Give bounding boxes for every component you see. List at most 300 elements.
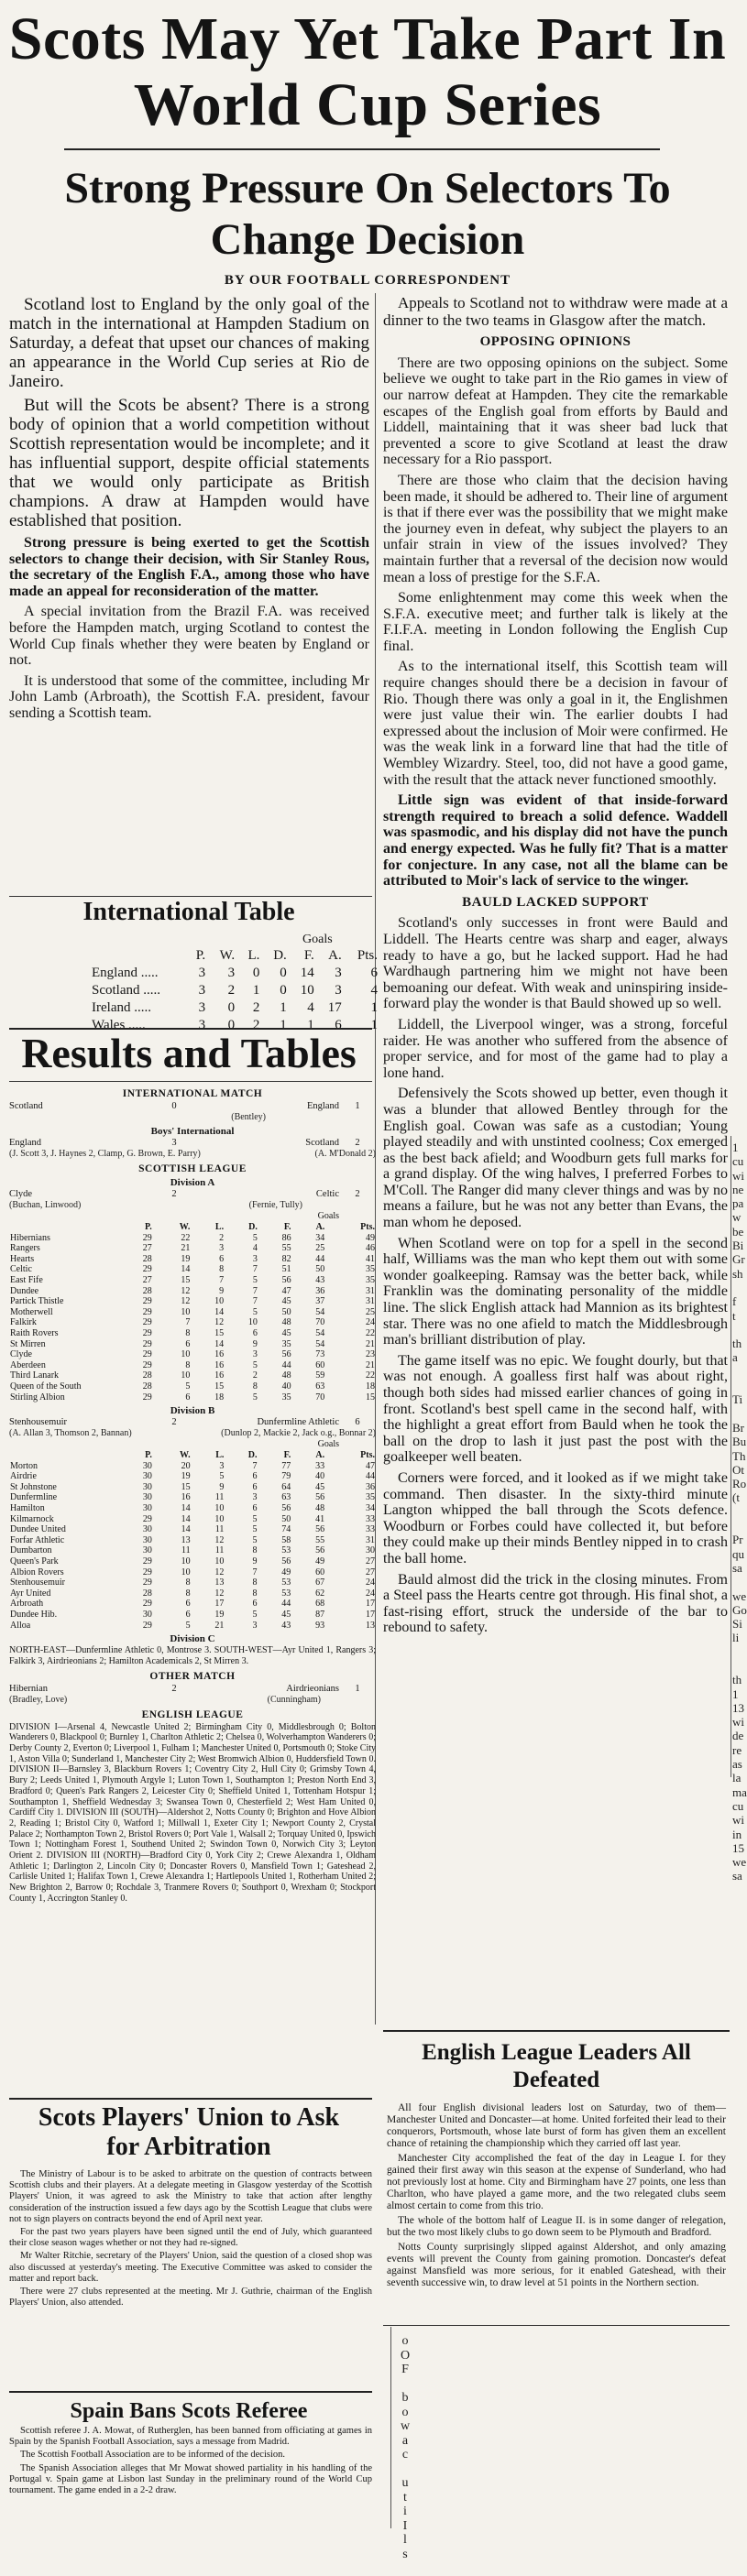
edge-text-fragment: Ot xyxy=(732,1462,744,1477)
table-cell: 3 xyxy=(252,1349,258,1360)
section-rule xyxy=(383,2325,730,2326)
table-cell: 16 xyxy=(214,1349,225,1360)
scorers: (A. M'Donald 2) xyxy=(314,1149,376,1159)
adjacent-column-fragment xyxy=(732,1141,745,1901)
scorers: (J. Scott 3, J. Haynes 2, Clamp, G. Brown, E. Parry) xyxy=(9,1149,201,1159)
table-cell: 0 xyxy=(227,1018,236,1032)
table-cell: 29 xyxy=(142,1513,152,1524)
right-article-column xyxy=(383,295,728,2025)
edge-text-fragment xyxy=(732,1365,745,1379)
margin-text-fragment: O xyxy=(400,2348,411,2363)
subheadline-line-2: Change Decision xyxy=(210,215,525,264)
table-cell: 62 xyxy=(315,1588,325,1599)
table-header-cell: W. xyxy=(219,948,236,963)
subhead-bauld-lacked-support: BAULD LACKED SUPPORT xyxy=(462,894,649,910)
article-paragraph: There were 27 clubs represented at the meeting. Mr J. Guthrie, chairman of the English Players' Union, also attended. xyxy=(9,2287,372,2309)
margin-text-fragment: u xyxy=(401,2476,409,2490)
article-paragraph: All four English divisional leaders lost on Saturday, two of them—Manchester United and Doncaster—at home. United forfeited their lead to their conquerors, Portsmouth, whose late burst of form has given them an excellent chance of retaining the championship which they carried off last year. xyxy=(387,2102,726,2149)
away-team: England xyxy=(307,1101,339,1111)
article-paragraph: Defensively the Scots showed up better, even though it was a blunder that allowed Bentley through for the English goal. Cowan was safe as a custodian; Young played steadily and with unstinted coolness; Cox emerged as the best back afield; and Woodburn gets full marks for a grand display. Of the wing halves, I preferred Forbes to M'Coll. The Ranger did many clever things and was by no means a failure, but he was not any better than Evans, the man whom he deposed. xyxy=(383,1086,728,1231)
table-cell: 87 xyxy=(315,1610,325,1620)
table-row xyxy=(9,1254,376,1265)
home-team: Clyde xyxy=(9,1189,33,1199)
table-header-cell xyxy=(88,947,187,965)
table-cell: 5 xyxy=(252,1610,258,1620)
table-cell: 50 xyxy=(315,1264,325,1275)
table-cell: 20 xyxy=(181,1460,191,1471)
edge-text-fragment: (t xyxy=(732,1490,740,1505)
table-cell: 5 xyxy=(252,1513,258,1524)
article-paragraph: There are those who claim that the decision having been made, it should be adhered to. Their line of argument is that if there ever was the possibility that we might make the journey even in defeat, why subject the players to an unfair strain in view of the issues involved? They maintain further that a reversal of the decision now would mean a loss of prestige for the S.F.A. xyxy=(383,472,728,585)
edge-text-fragment: de xyxy=(732,1729,744,1743)
table-cell: Hamilton xyxy=(10,1503,45,1514)
edge-text-fragment: Gr xyxy=(732,1252,745,1267)
edge-text-fragment: be xyxy=(732,1224,744,1239)
table-cell: 9 xyxy=(219,1481,225,1492)
table-cell: 19 xyxy=(214,1610,225,1620)
table-cell: East Fife xyxy=(10,1274,43,1285)
table-cell: 27 xyxy=(366,1566,375,1577)
table-cell: 13 xyxy=(366,1620,375,1631)
table-cell: 10 xyxy=(214,1513,225,1524)
table-cell: 44 xyxy=(281,1599,291,1610)
table-row xyxy=(9,1514,376,1525)
edge-text-fragment: th xyxy=(732,1337,742,1351)
table-row xyxy=(9,1286,376,1297)
table-cell: 6 xyxy=(370,966,378,980)
margin-text-fragment xyxy=(394,2561,416,2576)
table-row xyxy=(9,1610,376,1621)
table-cell: Forfar Athletic xyxy=(10,1534,65,1545)
table-cell: 77 xyxy=(281,1460,291,1471)
table-cell: 34 xyxy=(315,1232,325,1243)
table-cell: Airdrie xyxy=(10,1471,37,1482)
table-cell: 23 xyxy=(366,1349,375,1360)
table-cell: 7 xyxy=(252,1296,258,1307)
table-row xyxy=(9,1492,376,1503)
table-cell: 60 xyxy=(315,1566,325,1577)
edge-text-fragment: in xyxy=(732,1827,742,1841)
table-cell: 40 xyxy=(281,1381,291,1392)
table-cell: 45 xyxy=(281,1610,291,1620)
table-header-cell xyxy=(9,1450,119,1461)
table-cell: 10 xyxy=(181,1566,191,1577)
edge-text-fragment: Ti xyxy=(732,1392,743,1407)
edge-text-fragment xyxy=(732,1379,745,1392)
table-cell: 63 xyxy=(281,1492,291,1503)
away-score: 6 xyxy=(355,1417,360,1428)
table-cell: 47 xyxy=(366,1460,375,1471)
scottish-league-head: SCOTTISH LEAGUE xyxy=(138,1163,247,1174)
table-cell: 12 xyxy=(181,1285,191,1296)
table-cell: Queen's Park xyxy=(10,1556,59,1567)
table-row xyxy=(9,1621,376,1632)
table-cell: 21 xyxy=(214,1620,225,1631)
table-cell: 11 xyxy=(214,1545,225,1556)
table-cell: 34 xyxy=(366,1503,375,1514)
table-cell: 31 xyxy=(366,1534,375,1545)
table-cell: 93 xyxy=(315,1620,325,1631)
article-paragraph: Appeals to Scotland not to withdraw were made at a dinner to the two teams in Glasgow after the match. xyxy=(383,294,728,329)
article-paragraph: Corners were forced, and it looked as if we might take command. Then disaster. In the sixty-third minute Langton whipped the ball through the Scots defence. Woodburn or Forbes could have collected it, but before they could make up their minds Bentley nipped in to crash the ball home. xyxy=(383,1469,728,1566)
table-cell: 29 xyxy=(142,1599,152,1610)
english-league-results: DIVISION I—Arsenal 4, Newcastle United 2; Birmingham City 0, Middlesbrough 0; Bolton Wanderers 0, Blackpool 0; Burnley 1, Charlton Athletic 2; Chelsea 0, Wolverhampton Wanderers 0; Derby County 2, Everton 0; Liverpool 1, Fulham 1; Manchester United 0, Portsmouth 0; Stoke City 1, Aston Villa 0; Sunderland 1, Manchester City 2; West Bromwich Albion 0, Huddersfield Town 0. DIVISION II—Barnsley 3, Blackburn Rovers 1; Coventry City 2, Hull City 0; Grimsby Town 4, Bury 2; Leeds United 1, Plymouth Argyle 1; Luton Town 1, Southampton 1; Preston North End 3, Bradford 0; Queen's Park Rangers 2, Leicester City 0; Sheffield United 1, Tottenham Hotspur 1; Southampton 1, Sheffield Wednesday 3; Swansea Town 0, Chesterfield 2; West Ham United 0, Cardiff City 1. DIVISION III (SOUTH)—Aldershot 2, Notts County 0; Brighton and Hove Albion 2, Reading 1; Bristol City 0, Watford 1; Millwall 1, Exeter City 1; Newport County 2, Crystal Palace 2; Northampton Town 2, Bristol Rovers 0; Port Vale 1, Walsall 2; Torquay United 0, Ipswich Town 1; Nottingham Forest 1, Southend United 2; Swindon Town 0, Norwich City 3; Leyton Orient 2. DIVISION III (NORTH)—Bradford City 0, York City 2; Crewe Alexandra 1, Oldham Athletic 1; Darlington 2, Lincoln City 0; Doncaster Rovers 0, Mansfield Town 1; Gateshead 2, Carlisle United 1; Halifax Town 1, Crewe Alexandra 1; Hartlepools United 1, Rotherham United 2; New Brighton 2, Barrow 0; Rochdale 3, Tranmere Rovers 0; Southport 0, Wrexham 0; Stockport County 1, Accrington Stanley 0. xyxy=(9,1721,376,1904)
table-cell: Dumbarton xyxy=(10,1545,52,1556)
article-paragraph: Scottish referee J. A. Mowat, of Rutherglen, has been banned from officiating at games in Spain by the Spanish Football Association, says a message from Madrid. xyxy=(9,2426,372,2448)
table-cell: 29 xyxy=(142,1556,152,1567)
home-score: 2 xyxy=(171,1189,177,1199)
article-paragraph: The Spanish Association alleges that Mr Mowat showed partiality in his handling of the Portugal v. Spain game at Lisbon last Sunday in the preliminary round of the World Cup tournament. The game ended in a 2-2 draw. xyxy=(9,2462,372,2496)
home-score: 2 xyxy=(171,1683,177,1694)
table-cell: 43 xyxy=(315,1274,325,1285)
table-cell: 3 xyxy=(198,1018,206,1032)
table-cell: 28 xyxy=(142,1588,152,1599)
goals-label: Goals xyxy=(317,1439,339,1450)
table-cell: 56 xyxy=(281,1274,291,1285)
edge-text-fragment: wi xyxy=(732,1813,744,1828)
table-row xyxy=(9,1535,376,1546)
headline-line-2: World Cup Series xyxy=(133,71,602,138)
table-cell: 30 xyxy=(142,1481,152,1492)
table-cell: 50 xyxy=(281,1513,291,1524)
table-header-cell: D. xyxy=(248,1222,258,1232)
division-a-head: Division A xyxy=(170,1177,215,1188)
table-cell: Scotland ..... xyxy=(92,983,160,998)
table-cell: 9 xyxy=(252,1338,258,1349)
table-cell: Rangers xyxy=(10,1243,40,1254)
table-cell: 44 xyxy=(366,1471,375,1482)
table-header-row xyxy=(88,947,381,965)
edge-text-fragment: re xyxy=(732,1742,742,1757)
table-cell: 28 xyxy=(142,1381,152,1392)
table-cell: 29 xyxy=(142,1232,152,1243)
scorers-row xyxy=(9,1200,376,1211)
table-cell: 7 xyxy=(252,1566,258,1577)
table-cell: Third Lanark xyxy=(10,1370,60,1381)
margin-text-fragment xyxy=(394,2377,416,2392)
table-row xyxy=(9,1392,376,1403)
table-cell: 6 xyxy=(252,1327,258,1338)
table-cell: 29 xyxy=(142,1296,152,1307)
table-cell: Dundee United xyxy=(10,1524,66,1535)
table-cell: 45 xyxy=(281,1327,291,1338)
table-cell: 22 xyxy=(181,1232,191,1243)
scorers: (Fernie, Tully) xyxy=(248,1200,302,1210)
article-paragraph: The Scottish Football Association are to be informed of the decision. xyxy=(20,2450,285,2461)
table-cell: 12 xyxy=(214,1588,225,1599)
edge-text-fragment: 1 xyxy=(732,1686,739,1701)
table-cell: 7 xyxy=(185,1317,191,1328)
table-cell: 13 xyxy=(214,1577,225,1588)
article-paragraph: Scotland's only successes in front were Bauld and Liddell. The Hearts centre was sharp and eager, always ready to have a go, but he lacked support. Had he had Wardhaugh partnering him we might not have been bemoaning our defeat. With weak and uninspiring inside-forward play the wonder is that Bauld showed up so well. xyxy=(383,915,728,1012)
article-paragraph: There are two opposing opinions on the subject. Some believe we ought to take part in the Rio games in view of our narrow defeat at Hampden. They cite the remarkable escapes of the English goal from efforts by Bauld and Liddell, maintaining that it was sheer bad luck that prevented a score to give Scotland at least the draw necessary for a Rio passport. xyxy=(383,355,728,468)
table-cell: 2 xyxy=(252,1370,258,1381)
table-cell: 56 xyxy=(281,1503,291,1514)
table-cell: 30 xyxy=(142,1471,152,1482)
article-paragraph: Scotland lost to England by the only goal of the match in the international at Hampden Stadium on Saturday, a defeat that upset our chances of making an appearance in the World Cup series at Rio de Janeiro. xyxy=(9,295,369,391)
table-cell: 37 xyxy=(315,1296,325,1307)
table-cell: 55 xyxy=(281,1243,291,1254)
margin-text-fragment: i xyxy=(403,2505,407,2518)
other-match-head: OTHER MATCH xyxy=(149,1670,236,1682)
table-cell: 11 xyxy=(181,1545,191,1556)
margin-text-fragment: I xyxy=(402,2518,408,2533)
table-cell: Clyde xyxy=(10,1349,32,1360)
table-cell: 56 xyxy=(315,1492,325,1503)
table-cell: 27 xyxy=(142,1274,152,1285)
away-team: Celtic xyxy=(315,1189,339,1199)
table-cell: 17 xyxy=(214,1599,225,1610)
table-cell: 5 xyxy=(252,1524,258,1535)
edge-text-fragment: as xyxy=(732,1757,742,1772)
table-cell: 7 xyxy=(219,1274,225,1285)
table-cell: 5 xyxy=(252,1232,258,1243)
table-cell: 17 xyxy=(366,1599,375,1610)
table-cell: 1 xyxy=(370,1000,378,1015)
table-cell: 29 xyxy=(142,1349,152,1360)
edge-text-fragment: ma xyxy=(732,1785,747,1799)
table-cell: 6 xyxy=(335,1018,342,1032)
table-cell: 55 xyxy=(315,1534,325,1545)
table-header-cell: P. xyxy=(195,948,206,963)
table-cell: 2 xyxy=(219,1232,225,1243)
article-paragraph: But will the Scots be absent? There is a strong body of opinion that a world competition without Scottish representation would be incomplete; and it has influential support, despite official statements that we would only participate as British champions. A draw at Hampden would have established that position. xyxy=(9,396,369,530)
table-cell: 15 xyxy=(181,1274,191,1285)
table-cell: 8 xyxy=(252,1588,258,1599)
table-cell: 31 xyxy=(366,1285,375,1296)
table-cell: 29 xyxy=(142,1620,152,1631)
table-cell: 53 xyxy=(281,1588,291,1599)
table-cell: 22 xyxy=(366,1370,375,1381)
table-row xyxy=(9,1461,376,1472)
table-header-cell: W. xyxy=(179,1450,191,1461)
table-cell: 12 xyxy=(214,1534,225,1545)
table-cell: 44 xyxy=(315,1253,325,1264)
table-cell: 8 xyxy=(185,1359,191,1370)
match-row xyxy=(9,1417,376,1428)
margin-text-fragment: s xyxy=(402,2547,408,2561)
table-header-cell: P. xyxy=(145,1450,152,1461)
table-cell: 29 xyxy=(142,1359,152,1370)
table-cell: 6 xyxy=(185,1599,191,1610)
table-cell: 3 xyxy=(335,983,342,998)
table-cell: 11 xyxy=(214,1524,225,1535)
table-cell: 53 xyxy=(281,1545,291,1556)
table-cell: 18 xyxy=(214,1392,225,1403)
table-cell: 43 xyxy=(281,1620,291,1631)
table-cell: 11 xyxy=(214,1492,225,1503)
table-cell: 25 xyxy=(366,1306,375,1317)
table-cell: 16 xyxy=(214,1359,225,1370)
table-header-cell: W. xyxy=(179,1222,191,1232)
table-cell: 21 xyxy=(366,1338,375,1349)
table-cell: 1 xyxy=(370,1018,378,1032)
margin-text-fragment: w xyxy=(400,2419,411,2433)
edge-text-fragment xyxy=(732,1519,745,1533)
table-cell: Aberdeen xyxy=(10,1359,46,1370)
table-cell: 48 xyxy=(281,1370,291,1381)
table-cell: 18 xyxy=(366,1381,375,1392)
table-header-row xyxy=(9,1450,376,1461)
table-cell: 14 xyxy=(300,966,314,980)
edge-text-fragment: cu xyxy=(732,1798,744,1813)
table-header-row xyxy=(9,1222,376,1233)
table-cell: 29 xyxy=(142,1264,152,1275)
table-row xyxy=(9,1471,376,1482)
table-cell: 7 xyxy=(252,1285,258,1296)
margin-text-fragment: t xyxy=(403,2490,407,2505)
scorers: (Cunningham) xyxy=(267,1694,321,1705)
edge-text-fragment: la xyxy=(732,1771,742,1785)
table-row xyxy=(88,965,381,982)
table-cell: 14 xyxy=(214,1306,225,1317)
table-header-cell: F. xyxy=(303,948,314,963)
table-cell: 56 xyxy=(281,1556,291,1567)
table-cell: 36 xyxy=(315,1285,325,1296)
home-score: 0 xyxy=(171,1101,177,1111)
table-cell: 10 xyxy=(214,1296,225,1307)
table-cell: 8 xyxy=(185,1577,191,1588)
table-cell: 12 xyxy=(181,1296,191,1307)
match-row xyxy=(9,1138,376,1149)
table-cell: England ..... xyxy=(92,966,159,980)
table-cell: 29 xyxy=(142,1327,152,1338)
table-cell: 33 xyxy=(366,1513,375,1524)
table-cell: 14 xyxy=(181,1513,191,1524)
margin-fragment-column xyxy=(394,2334,416,2576)
article-paragraph: Little sign was evident of that inside-forward strength required to breach a solid defence. Waddell was spasmodic, and his display did not have the punch and energy expected. Was he fully fit? That is a matter for conjecture. In any case, not all the blame can be attributed to Moir's lack of service to the winger. xyxy=(383,792,728,890)
table-cell: 4 xyxy=(370,983,378,998)
table-cell: 2 xyxy=(227,983,236,998)
article-paragraph: The game itself was no epic. We fought dourly, but that was not enough. A goalless first half was about right, though both sides had missed earlier chances of going in front. Scotland's best spell came in the second half, with the highlight a great effort from Bauld when he took the ball on the drop to lash it just past the post with the goalkeeper well beaten. xyxy=(383,1352,728,1466)
table-row xyxy=(9,1349,376,1360)
table-cell: 2 xyxy=(252,1000,260,1015)
article-paragraph: Some enlightenment may come this week when the S.F.A. executive meet; and further talk is likely at the F.I.F.A. meeting in London following the English Cup final. xyxy=(383,590,728,654)
table-cell: Queen of the South xyxy=(10,1381,82,1392)
scorers: (Buchan, Linwood) xyxy=(9,1200,82,1210)
table-cell: 30 xyxy=(142,1460,152,1471)
table-row xyxy=(9,1599,376,1610)
table-cell: 8 xyxy=(252,1381,258,1392)
home-score: 3 xyxy=(171,1138,177,1148)
scorers: (A. Allan 3, Thomson 2, Bannan) xyxy=(9,1428,132,1439)
table-cell: Morton xyxy=(10,1460,38,1471)
edge-text-fragment xyxy=(732,1407,745,1421)
table-cell: 15 xyxy=(181,1481,191,1492)
table-cell: 30 xyxy=(142,1610,152,1620)
table-cell: 73 xyxy=(315,1349,325,1360)
table-cell: 3 xyxy=(252,1492,258,1503)
table-row xyxy=(9,1370,376,1381)
away-score: 2 xyxy=(355,1138,360,1148)
article-paragraph: Bauld almost did the trick in the closing minutes. From a Steel pass the Hearts centre got through. His final shot, a fast-rising effort, struck the underside of the bar to rebound to safety. xyxy=(383,1571,728,1636)
edge-text-fragment: Pr xyxy=(732,1533,743,1547)
edge-text-fragment: we xyxy=(732,1588,747,1603)
table-cell: 59 xyxy=(315,1370,325,1381)
table-cell: 5 xyxy=(252,1306,258,1317)
edge-text-fragment xyxy=(732,1323,745,1337)
table-cell: 5 xyxy=(185,1381,191,1392)
division-c-results: NORTH-EAST—Dunfermline Athletic 0, Montrose 3. SOUTH-WEST—Ayr United 1, Rangers 3; Falkirk 3, Airdrieonians 2; Hamilton Academicals 2, St Mirren 3. xyxy=(9,1645,376,1666)
away-team: Airdrieonians xyxy=(286,1683,339,1694)
edge-text-fragment: 15 xyxy=(732,1840,744,1855)
table-cell: 68 xyxy=(315,1599,325,1610)
table-cell: 7 xyxy=(252,1460,258,1471)
table-cell: 17 xyxy=(327,1000,342,1015)
table-cell: 10 xyxy=(300,983,314,998)
table-cell: 40 xyxy=(315,1471,325,1482)
division-c-head: Division C xyxy=(170,1633,215,1645)
table-cell: 6 xyxy=(252,1481,258,1492)
away-score: 1 xyxy=(355,1683,360,1694)
home-score: 2 xyxy=(171,1417,177,1428)
table-cell: Albion Rovers xyxy=(10,1566,64,1577)
table-cell: 41 xyxy=(315,1513,325,1524)
table-cell: 24 xyxy=(366,1588,375,1599)
table-cell: 47 xyxy=(281,1285,291,1296)
headline-line-1: Scots May Yet Take Part In xyxy=(8,5,727,72)
edge-text-fragment: cu xyxy=(732,1154,744,1169)
article-paragraph: Manchester City accomplished the feat of the day in League I. for they gained their first away win this season at the expense of Sunderland, who had not previously lost at home. City and Birmingham have 27 points, one less than Charlton, who have played a game more, and the two relegated clubs seem almost certain to come from this trio. xyxy=(387,2153,726,2211)
table-cell: Hibernians xyxy=(10,1232,50,1243)
table-cell: 54 xyxy=(315,1338,325,1349)
table-cell: 19 xyxy=(181,1253,191,1264)
table-cell: 6 xyxy=(219,1253,225,1264)
table-cell: 30 xyxy=(142,1492,152,1503)
table-cell: St Mirren xyxy=(10,1338,46,1349)
table-row xyxy=(9,1381,376,1392)
table-cell: 12 xyxy=(214,1566,225,1577)
table-cell: 49 xyxy=(315,1556,325,1567)
table-cell: 14 xyxy=(181,1264,191,1275)
table-cell: 16 xyxy=(181,1492,191,1503)
table-cell: 30 xyxy=(142,1534,152,1545)
edge-text-fragment: pa xyxy=(732,1196,744,1211)
table-header-cell: P. xyxy=(145,1222,152,1232)
table-cell: 58 xyxy=(281,1534,291,1545)
subhead-opposing-opinions: OPPOSING OPINIONS xyxy=(479,334,632,350)
byline: BY OUR FOOTBALL CORRESPONDENT xyxy=(224,273,511,288)
table-cell: 14 xyxy=(181,1524,191,1535)
headline-rule xyxy=(64,148,660,150)
english-leaders-title-line-1: English League Leaders All xyxy=(422,2040,691,2065)
table-cell: 28 xyxy=(142,1370,152,1381)
table-cell: Motherwell xyxy=(10,1306,53,1317)
table-cell: 45 xyxy=(315,1481,325,1492)
table-row xyxy=(9,1482,376,1493)
division-b-table xyxy=(9,1450,376,1631)
spain-article xyxy=(9,2426,372,2528)
edge-text-fragment: wi xyxy=(732,1715,744,1730)
article-paragraph: The Ministry of Labour is to be asked to arbitrate on the question of contracts between Scottish clubs and their players. At a delegate meeting in Glasgow yesterday of the Scottish Players' Union, it was agreed to ask the Ministry to take that action after lengthy consideration of the instruction issued a few days ago by the Scottish League that clubs were not to sign players on contracts beyond the end of April next year. xyxy=(9,2169,372,2224)
edge-text-fragment: Ro xyxy=(732,1477,747,1491)
edge-text-fragment xyxy=(732,1575,745,1588)
table-header-cell: A. xyxy=(315,1222,325,1232)
edge-text-fragment: Th xyxy=(732,1448,746,1463)
scorers-row xyxy=(9,1112,376,1123)
table-cell: 4 xyxy=(307,1000,314,1015)
goals-label: Goals xyxy=(302,933,333,946)
table-cell: 0 xyxy=(280,983,287,998)
table-cell: 6 xyxy=(252,1503,258,1514)
table-cell: St Johnstone xyxy=(10,1481,57,1492)
table-cell: 30 xyxy=(142,1503,152,1514)
home-team: Hibernian xyxy=(9,1683,48,1694)
table-cell: 70 xyxy=(315,1392,325,1403)
table-cell: 8 xyxy=(252,1545,258,1556)
union-title-line-2: for Arbitration xyxy=(106,2133,271,2161)
table-row xyxy=(9,1264,376,1275)
